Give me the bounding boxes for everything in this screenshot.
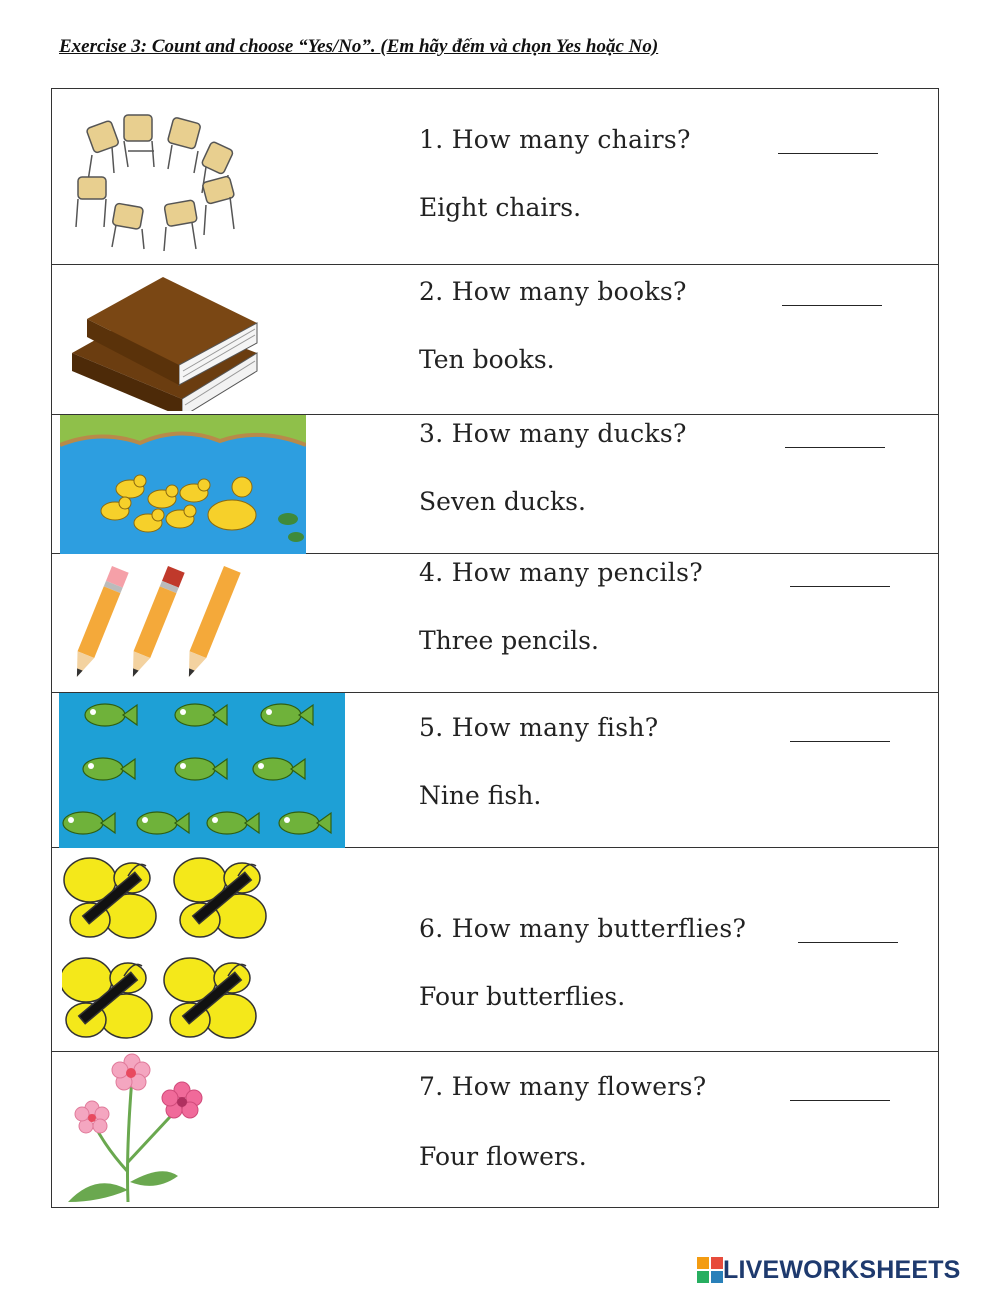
answer-text: Four flowers. bbox=[419, 1142, 587, 1171]
ducks-pond-icon bbox=[60, 415, 306, 554]
books-stack-icon bbox=[67, 271, 262, 411]
answer-blank[interactable]: ________ bbox=[782, 277, 882, 306]
answer-blank[interactable]: ________ bbox=[790, 558, 890, 587]
exercise-table bbox=[51, 88, 939, 1208]
question-text: 2. How many books? bbox=[419, 277, 687, 306]
brand-logo bbox=[697, 1255, 961, 1285]
table-row bbox=[52, 554, 938, 693]
question-text: 3. How many ducks? bbox=[419, 419, 687, 448]
table-row bbox=[52, 265, 938, 415]
exercise-title: Exercise 3: Count and choose “Yes/No”. (Em hãy đếm và chọn Yes hoặc No) bbox=[59, 36, 659, 57]
answer-blank[interactable]: ________ bbox=[798, 914, 898, 943]
table-row bbox=[52, 848, 938, 1052]
question-text: 6. How many butterflies? bbox=[419, 914, 747, 943]
answer-text: Nine fish. bbox=[419, 781, 542, 810]
butterflies-icon bbox=[62, 848, 282, 1052]
table-row bbox=[52, 415, 938, 554]
fish-grid-icon bbox=[59, 693, 345, 848]
answer-blank[interactable]: ________ bbox=[778, 125, 878, 154]
pencils-icon bbox=[70, 562, 255, 677]
question-text: 1. How many chairs? bbox=[419, 125, 691, 154]
brand-name: LIVEWORKSHEETS bbox=[723, 1255, 961, 1284]
question-text: 5. How many fish? bbox=[419, 713, 659, 742]
brand-blocks-icon bbox=[697, 1257, 723, 1283]
chairs-circle-icon bbox=[74, 107, 242, 252]
flowers-icon bbox=[66, 1052, 236, 1207]
question-text: 7. How many flowers? bbox=[419, 1072, 707, 1101]
answer-text: Seven ducks. bbox=[419, 487, 586, 516]
table-row bbox=[52, 693, 938, 848]
answer-text: Eight chairs. bbox=[419, 193, 582, 222]
table-row bbox=[52, 89, 938, 265]
answer-text: Four butterflies. bbox=[419, 982, 626, 1011]
table-row bbox=[52, 1052, 938, 1209]
answer-blank[interactable]: ________ bbox=[785, 419, 885, 448]
answer-blank[interactable]: ________ bbox=[790, 713, 890, 742]
answer-text: Ten books. bbox=[419, 345, 555, 374]
question-text: 4. How many pencils? bbox=[419, 558, 703, 587]
answer-blank[interactable]: ________ bbox=[790, 1072, 890, 1101]
answer-text: Three pencils. bbox=[419, 626, 599, 655]
